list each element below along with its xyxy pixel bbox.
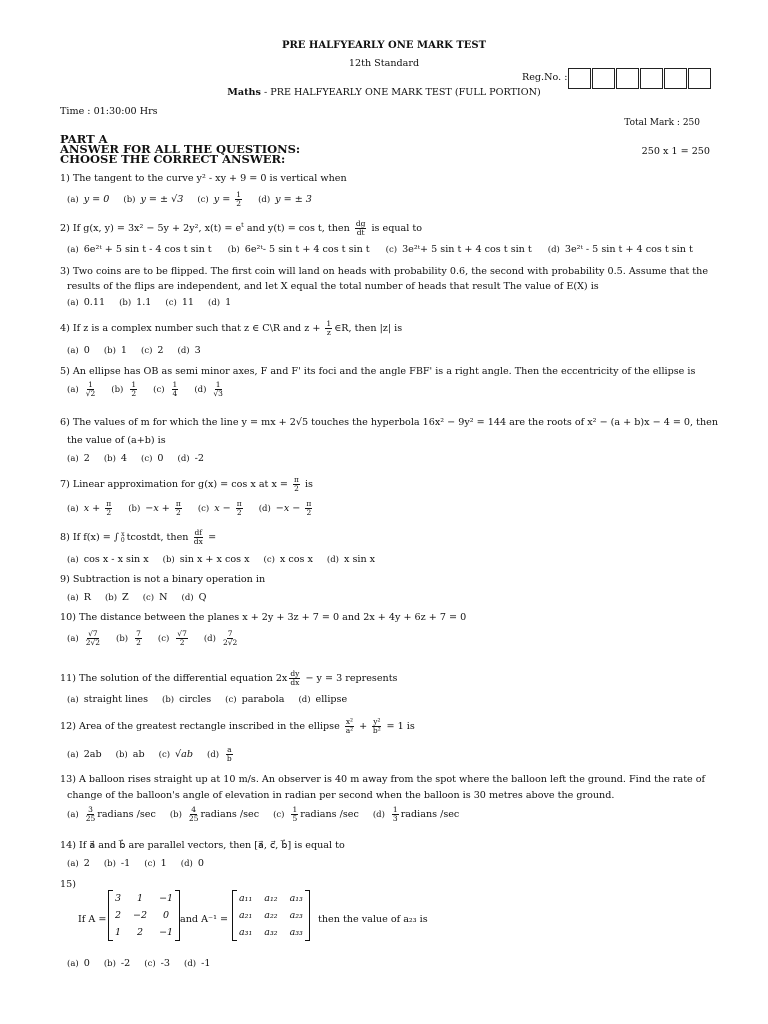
option-d[interactable]: (d) 3 bbox=[177, 345, 201, 356]
question-5: 5) An ellipse has OB as semi minor axes, F and F' its foci and the angle FBF' is a right angle. Then the eccentricity of the ellipse is bbox=[60, 366, 696, 377]
question-2: 2) If g(x, y) = 3x² − 5y + 2y², $x(t) = e^t$ and y(t) = cos t, then $\frac{dg}{dt}$ is equal to bbox=[60, 219, 422, 237]
regno-box bbox=[664, 68, 687, 89]
options-3 bbox=[67, 297, 231, 308]
options-1 bbox=[67, 191, 312, 208]
question-9: 9) Subtraction is not a binary operation in bbox=[60, 574, 266, 585]
question-3-cont: results of the flips are independent, and let X equal the total number of heads that result The value of E(X) is bbox=[67, 281, 599, 292]
matrix-row bbox=[109, 890, 179, 907]
matrix-cell: −2 bbox=[133, 910, 148, 921]
matrix-a bbox=[108, 890, 180, 941]
option-b[interactable]: (b) $\frac{1}{2}$ bbox=[111, 380, 137, 398]
option-a[interactable]: (a) $\frac{3}{25}$ radians /sec bbox=[67, 805, 156, 823]
options-5 bbox=[67, 381, 225, 398]
options-7 bbox=[67, 500, 314, 517]
matrix-cell: a₃₂ bbox=[264, 927, 278, 938]
matrix-cell: a₃₁ bbox=[239, 927, 253, 938]
options-10 bbox=[67, 630, 239, 647]
matrix-cell: a₁₃ bbox=[289, 893, 303, 904]
option-c[interactable]: (c) 11 bbox=[165, 297, 195, 308]
options-12 bbox=[67, 746, 235, 763]
options-2 bbox=[67, 244, 693, 255]
options-8 bbox=[67, 554, 375, 565]
question-7: 7) Linear approximation for g(x) = cos x at x = $\frac{\pi}{2}$ is bbox=[60, 475, 313, 493]
question-12: 12) Area of the greatest rectangle inscribed in the ellipse $\frac{\text{x²}}{\text{a²}}$ + $\frac{\text{y²}}{\text{b²}}$ = 1 is bbox=[60, 717, 415, 735]
question-8: 8) If f(x) = ∫ x 0 tcostdt, then $\frac{df}{dx}$ = bbox=[60, 528, 217, 546]
total-mark: Total Mark : 250 bbox=[624, 118, 700, 128]
question-1 bbox=[60, 173, 347, 184]
option-d[interactable]: (d) -1 bbox=[184, 958, 211, 969]
option-c[interactable]: (c) x cos x bbox=[263, 554, 313, 565]
matrix-a-inverse bbox=[232, 890, 310, 941]
option-a[interactable]: (a) 2 bbox=[67, 453, 90, 464]
option-d[interactable]: (d) 0 bbox=[180, 858, 204, 869]
option-c[interactable]: (c) 2 bbox=[141, 345, 164, 356]
options-9 bbox=[67, 592, 206, 603]
question-number: 1) bbox=[60, 173, 70, 184]
option-c[interactable]: (c) 3e²ᵗ+ 5 sin t + 4 cos t sin t bbox=[385, 244, 532, 255]
matrix-cell: 1 bbox=[115, 927, 122, 938]
marks-calc: 250 x 1 = 250 bbox=[641, 146, 710, 157]
if-a-label: If A = bbox=[78, 914, 107, 925]
question-13-cont: change of the balloon's angle of elevation in radian per second when the balloon is 30 metres above the ground. bbox=[67, 790, 615, 801]
option-a[interactable]: (a) 6e²ᵗ + 5 sin t - 4 cos t sin t bbox=[67, 244, 212, 255]
question-10: 10) The distance between the planes x + 2y + 3z + 7 = 0 and 2x + 4y + 6z + 7 = 0 bbox=[60, 612, 467, 623]
matrix-row bbox=[109, 924, 179, 941]
regno-box bbox=[592, 68, 615, 89]
regno-boxes bbox=[568, 68, 711, 89]
option-a[interactable]: (a) R bbox=[67, 592, 91, 603]
matrix-cell: a₂₁ bbox=[239, 910, 253, 921]
option-b[interactable]: (b) $\frac{7}{2}$ bbox=[116, 629, 141, 647]
option-a[interactable]: (a) 0.11 bbox=[67, 297, 106, 308]
option-c[interactable]: (c) 1 bbox=[144, 858, 167, 869]
option-a[interactable]: (a) x + $\frac{\pi}{2}$ bbox=[67, 499, 112, 517]
option-c[interactable]: (c) y = $\frac{1}{2}$ bbox=[197, 190, 242, 208]
option-c[interactable]: (c) N bbox=[142, 592, 168, 603]
option-a[interactable]: (a) 0 bbox=[67, 345, 90, 356]
regno-label: Reg.No. : bbox=[522, 72, 568, 83]
instruction-1: ANSWER FOR ALL THE QUESTIONS: bbox=[60, 142, 301, 156]
question-6-cont: the value of (a+b) is bbox=[67, 435, 166, 446]
option-a[interactable]: (a) $\frac{1}{√2}$ bbox=[67, 380, 96, 398]
option-c[interactable]: (c) $\frac{1}{4}$ bbox=[153, 380, 178, 398]
question-14: 14) If a⃗ and b⃗ are parallel vectors, then [a⃗, c⃗, b⃗] is equal to bbox=[60, 840, 345, 851]
options-13 bbox=[67, 806, 459, 823]
standard-label: 12th Standard bbox=[348, 58, 420, 69]
matrix-cell: a₁₂ bbox=[264, 893, 278, 904]
option-c[interactable]: (c) x − $\frac{\pi}{2}$ bbox=[197, 499, 242, 517]
option-d[interactable]: (d) $\frac{1}{3}$ radians /sec bbox=[372, 805, 460, 823]
matrix-cell: a₃₃ bbox=[289, 927, 303, 938]
option-a[interactable]: (a) 2 bbox=[67, 858, 90, 869]
option-b[interactable]: (b) y = ± √3 bbox=[123, 194, 184, 205]
question-text: The tangent to the curve y² - xy + 9 = 0 is vertical when bbox=[72, 173, 347, 184]
matrix-row bbox=[233, 890, 309, 907]
regno-box bbox=[688, 68, 711, 89]
matrix-cell: a₂₃ bbox=[289, 910, 303, 921]
option-b[interactable]: (b) -2 bbox=[103, 958, 131, 969]
option-a[interactable]: (a) 2ab bbox=[67, 749, 102, 760]
options-15 bbox=[67, 958, 210, 969]
options-6 bbox=[67, 453, 204, 464]
matrix-cell: 1 bbox=[137, 893, 144, 904]
option-d[interactable]: (d) y = ± 3 bbox=[258, 194, 312, 205]
matrix-a-inverse-table bbox=[233, 890, 309, 941]
option-a[interactable]: (a) 0 bbox=[67, 958, 90, 969]
then-label: then the value of a₂₃ is bbox=[318, 914, 428, 925]
option-a[interactable]: (a) cos x - x sin x bbox=[67, 554, 149, 565]
matrix-cell: 3 bbox=[115, 893, 122, 904]
options-11 bbox=[67, 694, 347, 705]
matrix-cell: a₁₁ bbox=[239, 893, 253, 904]
option-d[interactable]: (d) $\frac{1}{√3}$ bbox=[194, 380, 223, 398]
option-c[interactable]: (c) √ab bbox=[158, 749, 194, 760]
option-d[interactable]: (d) Q bbox=[181, 592, 207, 603]
option-b[interactable]: (b) $\frac{4}{25}$ radians /sec bbox=[169, 805, 260, 823]
option-b[interactable]: (b) -1 bbox=[103, 858, 131, 869]
matrix-a-table bbox=[109, 890, 179, 941]
option-b[interactable]: (b) 6e²ᵗ- 5 sin t + 4 cos t sin t bbox=[227, 244, 370, 255]
regno-box bbox=[568, 68, 591, 89]
and-ainv-label: and A⁻¹ = bbox=[180, 914, 229, 925]
question-6: 6) The values of m for which the line y = mx + 2√5 touches the hyperbola 16x² − 9y² = 144 are the roots of x² − (a + b)x − 4 = 0, then bbox=[60, 417, 719, 428]
option-d[interactable]: (d) 1 bbox=[208, 297, 232, 308]
option-d[interactable]: (d) -2 bbox=[177, 453, 204, 464]
matrix-cell: 2 bbox=[115, 910, 122, 921]
question-11: 11) The solution of the differential equation 2x $\frac{dy}{dx}$ − y = 3 represents bbox=[60, 669, 398, 687]
option-b[interactable]: (b) 4 bbox=[103, 453, 127, 464]
regno-box bbox=[640, 68, 663, 89]
option-c[interactable]: (c) $\frac{√7}{2}$ bbox=[157, 629, 187, 647]
option-c[interactable]: (c) -3 bbox=[144, 958, 171, 969]
option-b[interactable]: (b) −x + $\frac{\pi}{2}$ bbox=[128, 499, 181, 517]
option-b[interactable]: (b) Z bbox=[104, 592, 129, 603]
option-d[interactable]: (d) 3e²ᵗ - 5 sin t + 4 cos t sin t bbox=[547, 244, 693, 255]
option-a[interactable]: (a) straight lines bbox=[67, 694, 148, 705]
option-d[interactable]: (d) ellipse bbox=[298, 694, 348, 705]
question-13: 13) A balloon rises straight up at 10 m/s. An observer is 40 m away from the spot where the balloon left the ground. Find the rate of bbox=[60, 774, 706, 785]
options-14 bbox=[67, 858, 204, 869]
matrix-cell: 0 bbox=[163, 910, 170, 921]
matrix-cell: a₂₂ bbox=[264, 910, 278, 921]
option-b[interactable]: (b) circles bbox=[162, 694, 212, 705]
options-4 bbox=[67, 345, 201, 356]
option-d[interactable]: (d) $\frac{a}{b}$ bbox=[207, 745, 232, 763]
test-title: PRE HALFYEARLY ONE MARK TEST bbox=[281, 40, 487, 51]
subject-line bbox=[0, 87, 768, 98]
option-c[interactable]: (c) 0 bbox=[141, 453, 164, 464]
part-label: PART A bbox=[60, 132, 108, 146]
matrix-cell: −1 bbox=[159, 893, 174, 904]
subject-name: Maths bbox=[227, 87, 261, 98]
question-3: 3) Two coins are to be flipped. The first coin will land on heads with probability 0.6, the second with probability 0.5. Assume that the bbox=[60, 266, 708, 277]
matrix-cell: −1 bbox=[159, 927, 174, 938]
option-b[interactable]: (b) 1.1 bbox=[119, 297, 152, 308]
option-c[interactable]: (c) parabola bbox=[225, 694, 285, 705]
regno-box bbox=[616, 68, 639, 89]
option-b[interactable]: (b) sin x + x cos x bbox=[162, 554, 250, 565]
option-d[interactable]: (d) $\frac{7}{2√2}$ bbox=[203, 629, 238, 647]
matrix-row bbox=[233, 924, 309, 941]
option-b[interactable]: (b) 1 bbox=[103, 345, 127, 356]
question-4: 4) If z is a complex number such that z ∈ C\R and z + $\frac{1}{z}$ ∈R, then |z| is bbox=[60, 319, 403, 337]
matrix-row bbox=[109, 907, 179, 924]
option-a[interactable]: (a) y = 0 bbox=[67, 194, 110, 205]
time-label: Time : 01:30:00 Hrs bbox=[60, 106, 158, 117]
option-d[interactable]: (d) −x − $\frac{\pi}{2}$ bbox=[258, 499, 312, 517]
option-d[interactable]: (d) x sin x bbox=[326, 554, 376, 565]
option-b[interactable]: (b) ab bbox=[115, 749, 145, 760]
matrix-row bbox=[233, 907, 309, 924]
matrix-cell: 2 bbox=[137, 927, 144, 938]
option-c[interactable]: (c) $\frac{1}{5}$ radians /sec bbox=[273, 805, 359, 823]
question-15: 15) bbox=[60, 879, 76, 890]
instruction-2: CHOOSE THE CORRECT ANSWER: bbox=[60, 152, 286, 166]
option-a[interactable]: (a) $\frac{√7}{2√2}$ bbox=[67, 629, 101, 647]
subject-desc: - PRE HALFYEARLY ONE MARK TEST (FULL PORTION) bbox=[260, 87, 541, 98]
part-heading bbox=[60, 134, 300, 164]
